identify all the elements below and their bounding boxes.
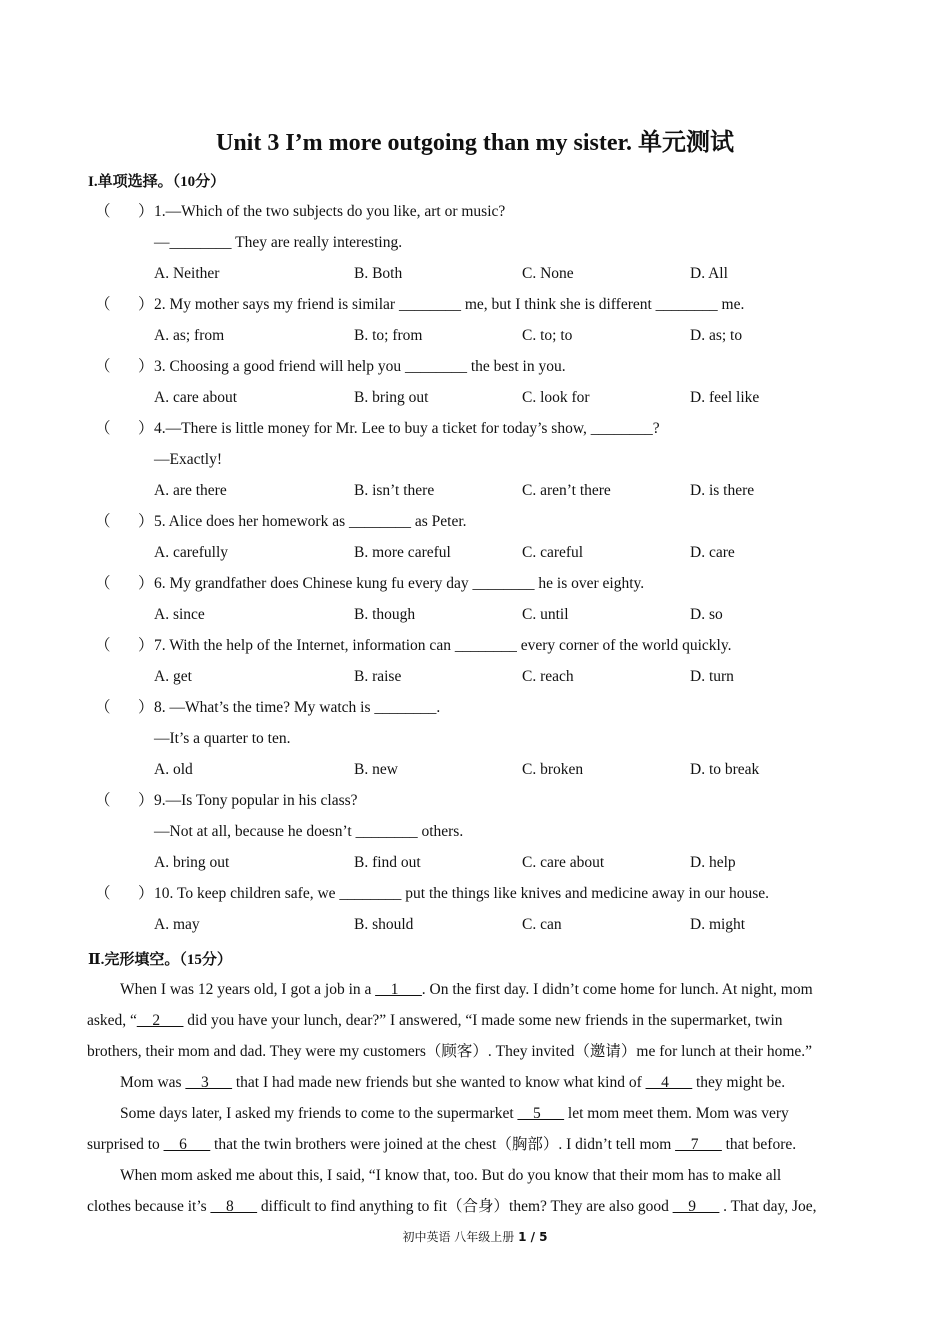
option-c[interactable]: C. None xyxy=(522,265,574,282)
question-stem: 3. Choosing a good friend will help you ________ the best in you. xyxy=(154,358,566,375)
option-b[interactable]: B. should xyxy=(354,916,414,933)
section-heading-cloze: Ⅱ.完形填空。（15分） xyxy=(88,952,232,968)
option-a[interactable]: A. old xyxy=(154,761,193,778)
option-b[interactable]: B. though xyxy=(354,606,416,623)
question-stem: 4.—There is little money for Mr. Lee to buy a ticket for today’s show, ________? xyxy=(154,420,660,437)
option-d[interactable]: D. as; to xyxy=(690,327,743,344)
question-stem: 10. To keep children safe, we ________ put the things like knives and medicine away in our house. xyxy=(154,885,770,902)
option-a[interactable]: A. since xyxy=(154,606,205,623)
option-c[interactable]: C. can xyxy=(522,916,562,933)
question-stem-continued: —It’s a quarter to ten. xyxy=(154,730,291,747)
answer-paren-open[interactable]: （ xyxy=(95,358,111,375)
option-a[interactable]: A. Neither xyxy=(154,265,220,282)
blank-6[interactable]: __6___ xyxy=(163,1136,211,1153)
option-b[interactable]: B. bring out xyxy=(354,389,429,406)
passage-line: asked, “__2___ did you have your lunch, dear?” I answered, “I made some new friends in the supermarket, twin xyxy=(87,1012,783,1029)
answer-paren-close: ） xyxy=(138,203,154,220)
question-stem: 1.—Which of the two subjects do you like, art or music? xyxy=(154,203,506,220)
option-b[interactable]: B. new xyxy=(354,761,398,778)
question-stem: 5. Alice does her homework as ________ as Peter. xyxy=(154,513,467,530)
option-c[interactable]: C. aren’t there xyxy=(522,482,611,499)
option-a[interactable]: A. as; from xyxy=(154,327,225,344)
option-b[interactable]: B. raise xyxy=(354,668,402,685)
passage-line: surprised to __6___ that the twin brothers were joined at the chest（胸部）. I didn’t tell mom __7___ that before. xyxy=(87,1136,797,1153)
option-c[interactable]: C. careful xyxy=(522,544,584,561)
passage-line: brothers, their mom and dad. They were my customers（顾客）. They invited（邀请）me for lunch at their home.” xyxy=(87,1043,813,1060)
option-a[interactable]: A. carefully xyxy=(154,544,229,561)
option-d[interactable]: D. All xyxy=(690,265,728,282)
answer-paren-close: ） xyxy=(138,885,154,902)
passage-line: clothes because it’s __8___ difficult to find anything to fit（合身）them? They are also good __9___ . That day, Joe, xyxy=(87,1198,817,1215)
option-b[interactable]: B. more careful xyxy=(354,544,451,561)
blank-7[interactable]: __7___ xyxy=(675,1136,722,1153)
answer-paren-open[interactable]: （ xyxy=(95,203,111,220)
question-stem-continued: —Not at all, because he doesn’t ________ others. xyxy=(154,823,464,840)
answer-paren-close: ） xyxy=(138,699,154,716)
question-stem: 7. With the help of the Internet, information can ________ every corner of the world quickly. xyxy=(154,637,732,654)
question-stem: 2. My mother says my friend is similar ________ me, but I think she is different ________ me. xyxy=(154,296,745,313)
option-d[interactable]: D. so xyxy=(690,606,723,623)
answer-paren-close: ） xyxy=(138,792,154,809)
answer-paren-close: ） xyxy=(138,420,154,437)
answer-paren-open[interactable]: （ xyxy=(95,513,111,530)
blank-8[interactable]: __8___ xyxy=(210,1198,258,1215)
option-d[interactable]: D. is there xyxy=(690,482,755,499)
answer-paren-open[interactable]: （ xyxy=(95,575,111,592)
section-heading-single-choice: I.单项选择。（10分） xyxy=(88,174,226,190)
option-a[interactable]: A. bring out xyxy=(154,854,230,871)
option-c[interactable]: C. reach xyxy=(522,668,574,685)
option-b[interactable]: B. Both xyxy=(354,265,403,282)
option-a[interactable]: A. may xyxy=(154,916,200,933)
question-stem: 8. —What’s the time? My watch is ________. xyxy=(154,699,441,716)
page-title: Unit 3 I’m more outgoing than my sister. 单元测试 xyxy=(215,130,734,156)
option-d[interactable]: D. help xyxy=(690,854,736,871)
blank-1[interactable]: __1___ xyxy=(375,981,422,998)
option-d[interactable]: D. turn xyxy=(690,668,734,685)
option-d[interactable]: D. care xyxy=(690,544,735,561)
answer-paren-open[interactable]: （ xyxy=(95,296,111,313)
passage-line: When mom asked me about this, I said, “I know that, too. But do you know that their mom has to make all xyxy=(120,1167,782,1184)
option-b[interactable]: B. isn’t there xyxy=(354,482,435,499)
answer-paren-close: ） xyxy=(138,296,154,313)
blank-4[interactable]: __4___ xyxy=(645,1074,693,1091)
page-footer xyxy=(0,1228,950,1245)
answer-paren-open[interactable]: （ xyxy=(95,792,111,809)
option-a[interactable]: A. care about xyxy=(154,389,238,406)
page-number: 1 / 5 xyxy=(518,1230,548,1244)
answer-paren-close: ） xyxy=(138,358,154,375)
blank-9[interactable]: __9___ xyxy=(672,1198,720,1215)
answer-paren-close: ） xyxy=(138,575,154,592)
passage-line: When I was 12 years old, I got a job in a __1___. On the first day. I didn’t come home for lunch. At night, mom xyxy=(120,981,813,998)
option-c[interactable]: C. broken xyxy=(522,761,584,778)
passage xyxy=(87,974,864,1222)
option-c[interactable]: C. look for xyxy=(522,389,590,406)
footer-text: 初中英语 八年级上册 xyxy=(402,1230,519,1244)
question-stem-continued: —Exactly! xyxy=(154,451,223,468)
answer-paren-close: ） xyxy=(138,637,154,654)
option-a[interactable]: A. are there xyxy=(154,482,227,499)
blank-2[interactable]: __2___ xyxy=(136,1012,184,1029)
option-d[interactable]: D. to break xyxy=(690,761,760,778)
answer-paren-open[interactable]: （ xyxy=(95,699,111,716)
question-stem: 6. My grandfather does Chinese kung fu every day ________ he is over eighty. xyxy=(154,575,645,592)
option-a[interactable]: A. get xyxy=(154,668,192,685)
question-stem-continued: —________ They are really interesting. xyxy=(154,234,403,251)
answer-paren-open[interactable]: （ xyxy=(95,420,111,437)
answer-paren-close: ） xyxy=(138,513,154,530)
answer-paren-open[interactable]: （ xyxy=(95,885,111,902)
option-c[interactable]: C. until xyxy=(522,606,569,623)
option-c[interactable]: C. to; to xyxy=(522,327,573,344)
blank-5[interactable]: __5___ xyxy=(517,1105,565,1122)
passage-line: Mom was __3___ that I had made new friends but she wanted to know what kind of __4___ they might be. xyxy=(120,1074,786,1091)
option-d[interactable]: D. feel like xyxy=(690,389,760,406)
passage-line: Some days later, I asked my friends to come to the supermarket __5___ let mom meet them. Mom was very xyxy=(120,1105,789,1122)
blank-3[interactable]: __3___ xyxy=(185,1074,232,1091)
option-b[interactable]: B. find out xyxy=(354,854,421,871)
question-stem: 9.—Is Tony popular in his class? xyxy=(154,792,358,809)
option-c[interactable]: C. care about xyxy=(522,854,605,871)
option-b[interactable]: B. to; from xyxy=(354,327,423,344)
answer-paren-open[interactable]: （ xyxy=(95,637,111,654)
option-d[interactable]: D. might xyxy=(690,916,746,933)
